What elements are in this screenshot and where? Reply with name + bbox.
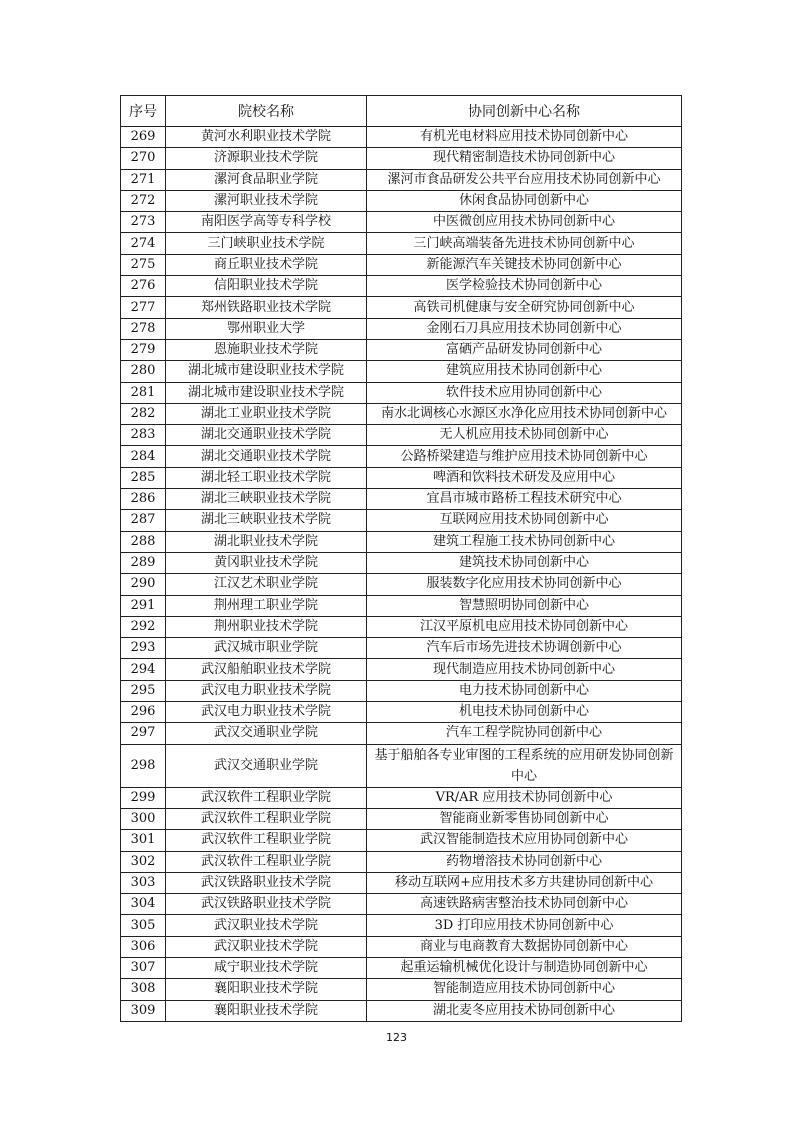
- table-row: [121, 744, 682, 787]
- cell-center-name: 建筑应用技术协同创新中心: [367, 361, 682, 382]
- cell-school-name: 信阳职业技术学院: [166, 276, 367, 297]
- cell-school-name: 湖北城市建设职业技术学院: [166, 382, 367, 403]
- cell-school-name: 武汉职业技术学院: [166, 936, 367, 957]
- cell-center-name: 宜昌市城市路桥工程技术研究中心: [367, 489, 682, 510]
- table-row: [121, 680, 682, 701]
- cell-school-name: 湖北职业技术学院: [166, 531, 367, 552]
- cell-school-name: 武汉船舶职业技术学院: [166, 659, 367, 680]
- cell-center-name: 基于船舶各专业审图的工程系统的应用研发协同创新中心: [367, 744, 682, 787]
- table-row: [121, 233, 682, 254]
- cell-school-name: 武汉职业技术学院: [166, 915, 367, 936]
- cell-school-name: 荆州职业技术学院: [166, 616, 367, 637]
- cell-serial-number: 290: [121, 574, 166, 595]
- cell-serial-number: 269: [121, 127, 166, 148]
- table-row: [121, 382, 682, 403]
- cell-school-name: 商丘职业技术学院: [166, 254, 367, 275]
- cell-center-name: 湖北麦冬应用技术协同创新中心: [367, 1000, 682, 1021]
- cell-center-name: 起重运输机械优化设计与制造协同创新中心: [367, 957, 682, 978]
- table-row: [121, 723, 682, 744]
- table-row: [121, 957, 682, 978]
- cell-center-name: 新能源汽车关键技术协同创新中心: [367, 254, 682, 275]
- table-row: [121, 979, 682, 1000]
- cell-school-name: 武汉软件工程职业学院: [166, 808, 367, 829]
- cell-center-name: 高速铁路病害整治技术协同创新中心: [367, 894, 682, 915]
- cell-center-name: 漯河市食品研发公共平台应用技术协同创新中心: [367, 169, 682, 190]
- cell-school-name: 武汉电力职业技术学院: [166, 680, 367, 701]
- cell-center-name: 公路桥梁建造与维护应用技术协同创新中心: [367, 446, 682, 467]
- table-row: [121, 190, 682, 211]
- table-row: [121, 297, 682, 318]
- table-row: [121, 425, 682, 446]
- cell-serial-number: 292: [121, 616, 166, 637]
- cell-center-name: 汽车工程学院协同创新中心: [367, 723, 682, 744]
- table-row: [121, 808, 682, 829]
- cell-center-name: 电力技术协同创新中心: [367, 680, 682, 701]
- cell-center-name: 富硒产品研发协同创新中心: [367, 339, 682, 360]
- table-row: [121, 1000, 682, 1021]
- cell-center-name: 药物增溶技术协同创新中心: [367, 851, 682, 872]
- cell-center-name: 机电技术协同创新中心: [367, 702, 682, 723]
- table-row: [121, 318, 682, 339]
- cell-school-name: 湖北工业职业技术学院: [166, 403, 367, 424]
- cell-center-name: 现代精密制造技术协同创新中心: [367, 148, 682, 169]
- cell-serial-number: 300: [121, 808, 166, 829]
- cell-serial-number: 270: [121, 148, 166, 169]
- table-row: [121, 872, 682, 893]
- cell-serial-number: 276: [121, 276, 166, 297]
- cell-serial-number: 308: [121, 979, 166, 1000]
- cell-school-name: 江汉艺术职业学院: [166, 574, 367, 595]
- table-row: [121, 467, 682, 488]
- cell-center-name: 三门峡高端装备先进技术协同创新中心: [367, 233, 682, 254]
- cell-center-name: 建筑技术协同创新中心: [367, 552, 682, 573]
- cell-school-name: 武汉城市职业学院: [166, 638, 367, 659]
- header-center-name: 协同创新中心名称: [367, 96, 682, 127]
- page-number: 123: [386, 1031, 407, 1044]
- cell-center-name: VR/AR 应用技术协同创新中心: [367, 787, 682, 808]
- cell-school-name: 三门峡职业技术学院: [166, 233, 367, 254]
- cell-serial-number: 293: [121, 638, 166, 659]
- cell-school-name: 武汉软件工程职业学院: [166, 830, 367, 851]
- cell-school-name: 襄阳职业技术学院: [166, 979, 367, 1000]
- cell-serial-number: 277: [121, 297, 166, 318]
- cell-serial-number: 289: [121, 552, 166, 573]
- table-row: [121, 276, 682, 297]
- table-row: [121, 616, 682, 637]
- table-row: [121, 936, 682, 957]
- cell-school-name: 湖北轻工职业技术学院: [166, 467, 367, 488]
- cell-school-name: 湖北交通职业技术学院: [166, 446, 367, 467]
- cell-center-name: 医学检验技术协同创新中心: [367, 276, 682, 297]
- cell-center-name: 互联网应用技术协同创新中心: [367, 510, 682, 531]
- table-row: [121, 510, 682, 531]
- cell-center-name: 无人机应用技术协同创新中心: [367, 425, 682, 446]
- table-row: [121, 638, 682, 659]
- table-row: [121, 787, 682, 808]
- cell-serial-number: 304: [121, 894, 166, 915]
- cell-school-name: 黄河水利职业技术学院: [166, 127, 367, 148]
- cell-serial-number: 285: [121, 467, 166, 488]
- table-row: [121, 361, 682, 382]
- cell-center-name: 金刚石刀具应用技术协同创新中心: [367, 318, 682, 339]
- table-row: [121, 552, 682, 573]
- cell-serial-number: 295: [121, 680, 166, 701]
- cell-center-name: 南水北调核心水源区水净化应用技术协同创新中心: [367, 403, 682, 424]
- cell-serial-number: 284: [121, 446, 166, 467]
- table-row: [121, 212, 682, 233]
- cell-serial-number: 305: [121, 915, 166, 936]
- cell-serial-number: 297: [121, 723, 166, 744]
- header-school-name: 院校名称: [166, 96, 367, 127]
- cell-school-name: 襄阳职业技术学院: [166, 1000, 367, 1021]
- cell-school-name: 济源职业技术学院: [166, 148, 367, 169]
- table-row: [121, 446, 682, 467]
- cell-center-name: 现代制造应用技术协同创新中心: [367, 659, 682, 680]
- table-row: [121, 659, 682, 680]
- cell-serial-number: 291: [121, 595, 166, 616]
- cell-center-name: 高铁司机健康与安全研究协同创新中心: [367, 297, 682, 318]
- cell-center-name: 江汉平原机电应用技术协同创新中心: [367, 616, 682, 637]
- cell-center-name: 中医微创应用技术协同创新中心: [367, 212, 682, 233]
- table-row: [121, 403, 682, 424]
- cell-serial-number: 303: [121, 872, 166, 893]
- cell-serial-number: 287: [121, 510, 166, 531]
- cell-center-name: 休闲食品协同创新中心: [367, 190, 682, 211]
- header-row: [121, 96, 682, 127]
- cell-center-name: 智慧照明协同创新中心: [367, 595, 682, 616]
- table-row: [121, 851, 682, 872]
- cell-school-name: 武汉铁路职业技术学院: [166, 894, 367, 915]
- cell-serial-number: 282: [121, 403, 166, 424]
- cell-school-name: 湖北城市建设职业技术学院: [166, 361, 367, 382]
- table-row: [121, 339, 682, 360]
- cell-serial-number: 275: [121, 254, 166, 275]
- cell-school-name: 恩施职业技术学院: [166, 339, 367, 360]
- cell-school-name: 武汉交通职业学院: [166, 723, 367, 744]
- table-row: [121, 489, 682, 510]
- table-row: [121, 169, 682, 190]
- table-row: [121, 830, 682, 851]
- cell-serial-number: 272: [121, 190, 166, 211]
- cell-center-name: 汽车后市场先进技术协调创新中心: [367, 638, 682, 659]
- table-row: [121, 915, 682, 936]
- cell-school-name: 武汉铁路职业技术学院: [166, 872, 367, 893]
- cell-school-name: 武汉软件工程职业学院: [166, 851, 367, 872]
- cell-serial-number: 281: [121, 382, 166, 403]
- cell-serial-number: 274: [121, 233, 166, 254]
- table-row: [121, 574, 682, 595]
- cell-center-name: 服装数字化应用技术协同创新中心: [367, 574, 682, 595]
- cell-school-name: 漯河职业技术学院: [166, 190, 367, 211]
- table-row: [121, 148, 682, 169]
- cell-serial-number: 283: [121, 425, 166, 446]
- cell-serial-number: 298: [121, 744, 166, 787]
- cell-serial-number: 286: [121, 489, 166, 510]
- table-row: [121, 894, 682, 915]
- cell-serial-number: 278: [121, 318, 166, 339]
- cell-school-name: 咸宁职业技术学院: [166, 957, 367, 978]
- cell-center-name: 有机光电材料应用技术协同创新中心: [367, 127, 682, 148]
- cell-center-name: 商业与电商教育大数据协同创新中心: [367, 936, 682, 957]
- cell-school-name: 湖北交通职业技术学院: [166, 425, 367, 446]
- cell-school-name: 湖北三峡职业技术学院: [166, 510, 367, 531]
- cell-serial-number: 307: [121, 957, 166, 978]
- cell-serial-number: 273: [121, 212, 166, 233]
- cell-serial-number: 280: [121, 361, 166, 382]
- cell-serial-number: 301: [121, 830, 166, 851]
- cell-serial-number: 309: [121, 1000, 166, 1021]
- table-row: [121, 254, 682, 275]
- cell-serial-number: 296: [121, 702, 166, 723]
- cell-center-name: 移动互联网+应用技术多方共建协同创新中心: [367, 872, 682, 893]
- cell-serial-number: 294: [121, 659, 166, 680]
- cell-school-name: 鄂州职业大学: [166, 318, 367, 339]
- cell-serial-number: 299: [121, 787, 166, 808]
- cell-center-name: 3D 打印应用技术协同创新中心: [367, 915, 682, 936]
- table-body: [121, 127, 682, 1022]
- cell-center-name: 啤酒和饮料技术研发及应用中心: [367, 467, 682, 488]
- cell-school-name: 黄冈职业技术学院: [166, 552, 367, 573]
- cell-center-name: 武汉智能制造技术应用协同创新中心: [367, 830, 682, 851]
- cell-school-name: 武汉电力职业技术学院: [166, 702, 367, 723]
- table-row: [121, 531, 682, 552]
- cell-school-name: 武汉交通职业学院: [166, 744, 367, 787]
- cell-school-name: 湖北三峡职业技术学院: [166, 489, 367, 510]
- cell-serial-number: 288: [121, 531, 166, 552]
- cell-school-name: 漯河食品职业学院: [166, 169, 367, 190]
- cell-center-name: 建筑工程施工技术协同创新中心: [367, 531, 682, 552]
- cell-center-name: 软件技术应用协同创新中心: [367, 382, 682, 403]
- cell-school-name: 荆州理工职业学院: [166, 595, 367, 616]
- cell-center-name: 智能制造应用技术协同创新中心: [367, 979, 682, 1000]
- table-row: [121, 595, 682, 616]
- cell-school-name: 武汉软件工程职业学院: [166, 787, 367, 808]
- cell-center-name: 智能商业新零售协同创新中心: [367, 808, 682, 829]
- table-row: [121, 702, 682, 723]
- cell-serial-number: 279: [121, 339, 166, 360]
- table-row: [121, 127, 682, 148]
- table-header: [121, 96, 682, 127]
- innovation-center-table: [120, 95, 682, 1022]
- cell-school-name: 郑州铁路职业技术学院: [166, 297, 367, 318]
- header-serial-number: 序号: [121, 96, 166, 127]
- cell-serial-number: 271: [121, 169, 166, 190]
- cell-school-name: 南阳医学高等专科学校: [166, 212, 367, 233]
- cell-serial-number: 306: [121, 936, 166, 957]
- cell-serial-number: 302: [121, 851, 166, 872]
